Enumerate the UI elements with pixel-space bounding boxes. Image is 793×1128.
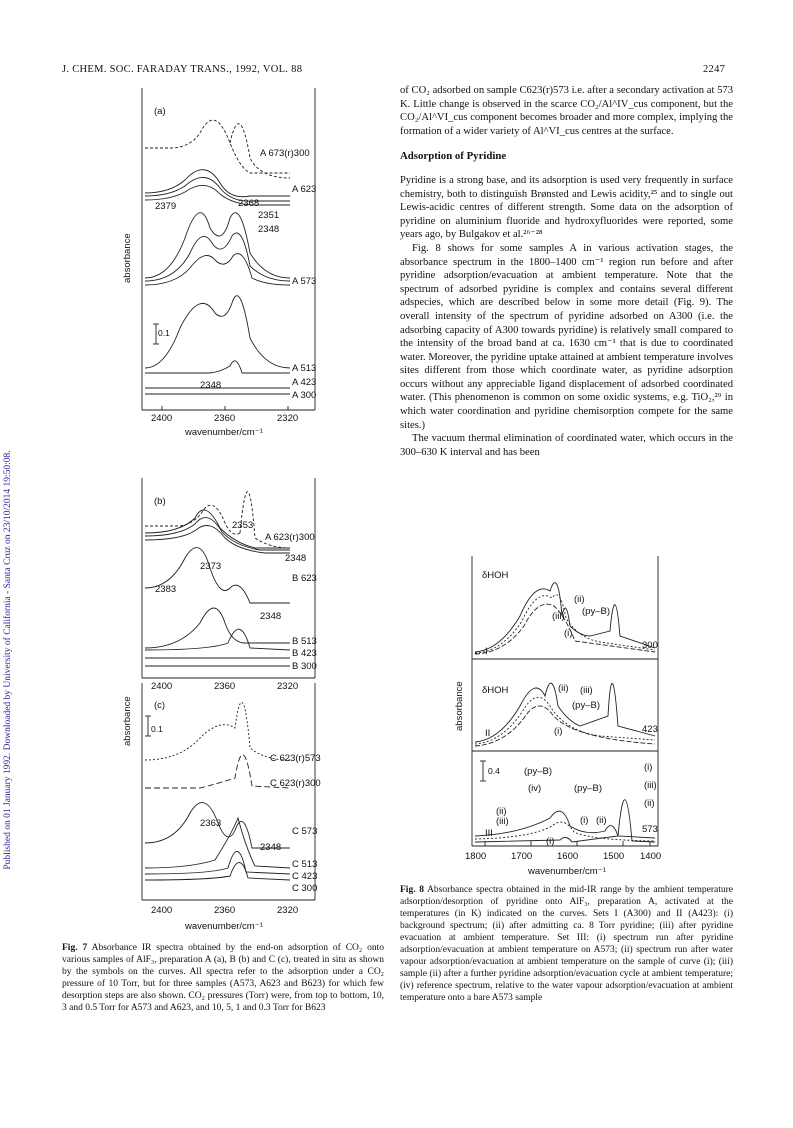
fig8-xtick: 1800: [465, 851, 487, 862]
fig7c-xtick: 2360: [214, 905, 236, 916]
fig7c-curve-label: C 513: [292, 859, 318, 870]
right-column-text: [400, 84, 733, 459]
fig7c-curve-label: C 300: [292, 883, 318, 894]
fig8-annotation: (i): [546, 836, 555, 847]
fig7-caption-text: Absorbance IR spectra obtained by the end-on adsorption of CO₂ onto various samples of AlF₃, preparation A (a), B (b) and C (c), treated in situ as shown by the symbols on the curves. All spectra refer to the adsorption under a CO₂ pressure of 10 Torr, but for three samples (A573, A623 and B623) for which few desorption steps are also shown. CO₂ pressures (Torr) were, from top to bottom, 10, 3 and 0.5 Torr for A573 and A623, and 10, 5, 1 and 0.3 Torr for B623: [62, 943, 384, 1013]
paragraph: Pyridine is a strong base, and its adsorption is used very frequently in surface chemistry, both to distinguish Brønsted and Lewis acidity,²⁵ and to single out Lewis-acidic centres of different strength. Some data on the adsorption of pyridine on aluminium fluoride and hydroxyfluorides were reported, some years ago, by Bulgakov et al.²⁶⁻²⁸: [400, 174, 733, 241]
fig7a-scale-label: 0.1: [158, 328, 170, 338]
fig7a-xtick: 2400: [151, 413, 173, 424]
fig7a-peak-label: 2348: [200, 380, 222, 391]
fig7-caption-label: Fig. 7: [62, 943, 88, 953]
fig8-annotation: (i): [554, 726, 563, 737]
download-watermark: Published on 01 January 1992. Downloaded by University of California - Santa Cruz on 23/10/2014 19:50:08.: [3, 450, 13, 870]
fig8-caption-text: Absorbance spectra obtained in the mid-IR range by the ambient temperature adsorption/desorption of pyridine onto AlF₃, preparation A, activated at the temperatures (in K) indicated on the curves. Sets I (A300) and II (A423): (i) background spectrum; (ii) after admitting ca. 8 Torr pyridine; (iii) after pyridine evacuation at ambient temperature. Set III: (i) spectrum run after pyridine adsorption/evacuation at ambient temperature on A573; (ii) spectrum run after water vapour adsorption/evacuation at ambient temperature on the sample of curve (i); (iii) sample (ii) after a further pyridine adsorption/evacuation cycle at ambient temperature; (iv) reference spectrum, relative to the water vapour adsorption/evacuation at ambient temperature onto a bare A573 sample: [400, 885, 733, 1003]
fig8-annotation: (py–B): [524, 766, 552, 777]
paragraph: The vacuum thermal elimination of coordinated water, which occurs in the 300–630 K interval and has been: [400, 433, 733, 458]
fig7b-curve-label: B 513: [292, 636, 317, 647]
fig8-annotation: (ii): [644, 798, 655, 809]
fig8-spectra: [440, 556, 690, 881]
fig8-annotation: (py–B): [582, 606, 610, 617]
fig7a-xtick: 2320: [277, 413, 299, 424]
fig8-xtick: 1500: [603, 851, 625, 862]
fig8-set-label: I: [485, 646, 488, 657]
fig8-annotation: (py–B): [574, 783, 602, 794]
fig8-annotation: (i): [580, 815, 589, 826]
paragraph: Fig. 8 shows for some samples A in various activation stages, the absorbance spectrum in the 1800–1400 cm⁻¹ region run before and after pyridine adsorption/evacuation at ambient temperature. Note that the spectrum of adsorbed pyridine is complex and contains several different adspecies, which are described below in some more detail (Fig. 9). The overall intensity of the spectrum of pyridine adsorbed on A300 (i.e. the adsorbing capacity of A300 towards pyridine) is relatively small compared to the intensity of the broad band at ca. 1630 cm⁻¹ that is due to coordinated water. Moreover, the pyridine uptake attained at ambient temperature involves sites different from those which coordinate water, as pyridine adsorption occurs without any appreciable ligand displacement of adsorbed coordinated water. (This phenomenon is common on some oxidic systems, e.g. TiO₂,²⁹ in which water coordination and pyridine chemisorption compete for the same sites.): [400, 242, 733, 431]
fig7a-curve-label: A 673(r)300: [260, 148, 310, 159]
fig7c-xlabel: wavenumber/cm⁻¹: [185, 921, 263, 932]
fig7b-peak-label: 2353: [232, 520, 254, 531]
fig8-scale-label: 0.4: [488, 766, 500, 776]
fig8-set-label: III: [485, 828, 493, 839]
fig7b-curve-label: A 623(r)300: [265, 532, 315, 543]
fig7-caption: [62, 942, 384, 1014]
fig7a-peak-label: 2348: [258, 224, 280, 235]
fig7c-curve-label: C 623(r)573: [270, 753, 321, 764]
fig8-set-label: II: [485, 728, 491, 739]
fig8-xlabel: wavenumber/cm⁻¹: [528, 866, 606, 877]
fig7a-curve-label: A 423: [292, 377, 317, 388]
fig7c-curve-label: C 623(r)300: [270, 778, 321, 789]
fig8-annotation: (iii): [496, 816, 509, 827]
fig8-set-temp: 300: [642, 640, 658, 651]
fig7-spectra: [110, 88, 350, 938]
fig7b-xtick: 2400: [151, 681, 173, 692]
fig7b-peak-label: 2348: [285, 553, 307, 564]
fig7b-xtick: 2360: [214, 681, 236, 692]
fig7a-peak-label: 2351: [258, 210, 280, 221]
journal-header: J. CHEM. SOC. FARADAY TRANS., 1992, VOL. 88: [62, 64, 303, 75]
paragraph: of CO₂ adsorbed on sample C623(r)573 i.e. after a secondary activation at 573 K. Little change is observed in the scarce CO₂/Al^IV_cus component, but the CO₂/Al^VI_cus component becomes broader and more complex, implying the formation of a wider variety of Al^VI_cus centres at the surface.: [400, 85, 733, 137]
fig7b-peak-label: 2373: [200, 561, 222, 572]
fig7a-xtick: 2360: [214, 413, 236, 424]
fig7c-tag: (c): [154, 700, 166, 711]
fig7b-xtick: 2320: [277, 681, 299, 692]
page-number: 2247: [703, 64, 726, 75]
fig8-annotation: (py–B): [572, 700, 600, 711]
fig8-annotation: (ii): [574, 594, 585, 605]
fig7c-curve-label: C 423: [292, 871, 318, 882]
fig8-annotation: (iii): [552, 611, 565, 622]
fig7c-curve-label: C 573: [292, 826, 318, 837]
fig7b-curve-label: B 423: [292, 648, 317, 659]
fig7a-tag: (a): [154, 106, 166, 117]
fig8-annotation: (i): [644, 762, 653, 773]
fig7a-xlabel: wavenumber/cm⁻¹: [185, 427, 263, 438]
fig8-annotation: (ii): [496, 806, 507, 817]
fig7a-ylabel: absorbance: [122, 233, 133, 283]
fig8-annotation: (iii): [580, 685, 593, 696]
fig8-caption-label: Fig. 8: [400, 885, 424, 895]
fig7c-scale-label: 0.1: [151, 724, 163, 734]
fig8-caption: [400, 884, 733, 1004]
fig8-set-temp: 423: [642, 724, 658, 735]
fig8-annotation: (iii): [644, 780, 657, 791]
fig7b-curve-label: B 300: [292, 661, 317, 672]
fig8-annotation: (ii): [558, 683, 569, 694]
section-heading: Adsorption of Pyridine: [400, 150, 507, 163]
fig8-annotation: δHOH: [482, 570, 509, 581]
fig8-xtick: 1600: [557, 851, 579, 862]
fig7b-peak-label: 2383: [155, 584, 177, 595]
fig7c-xtick: 2400: [151, 905, 173, 916]
fig7b-tag: (b): [154, 496, 166, 507]
fig7a-peak-label: 2368: [238, 198, 260, 209]
fig7c-peak-label: 2348: [260, 842, 282, 853]
fig8-annotation: (ii): [596, 815, 607, 826]
fig7c-xtick: 2320: [277, 905, 299, 916]
fig7b-curve-label: B 623: [292, 573, 317, 584]
fig7a-curve-label: A 300: [292, 390, 317, 401]
fig8-annotation: δHOH: [482, 685, 509, 696]
fig7a-peak-label: 2379: [155, 201, 177, 212]
fig8-ylabel: absorbance: [454, 681, 465, 731]
fig7a-curve-label: A 623: [292, 184, 317, 195]
fig8-xtick: 1400: [640, 851, 662, 862]
fig8-annotation: (i): [564, 628, 573, 639]
fig8-annotation: (iv): [528, 783, 542, 794]
fig7a-curve-label: A 573: [292, 276, 317, 287]
fig8-xtick: 1700: [511, 851, 533, 862]
fig8-set-temp: 573: [642, 824, 658, 835]
fig7b-peak-label: 2348: [260, 611, 282, 622]
fig7a-curve-label: A 513: [292, 363, 317, 374]
fig7c-ylabel: absorbance: [122, 696, 133, 746]
fig7c-peak-label: 2363: [200, 818, 222, 829]
